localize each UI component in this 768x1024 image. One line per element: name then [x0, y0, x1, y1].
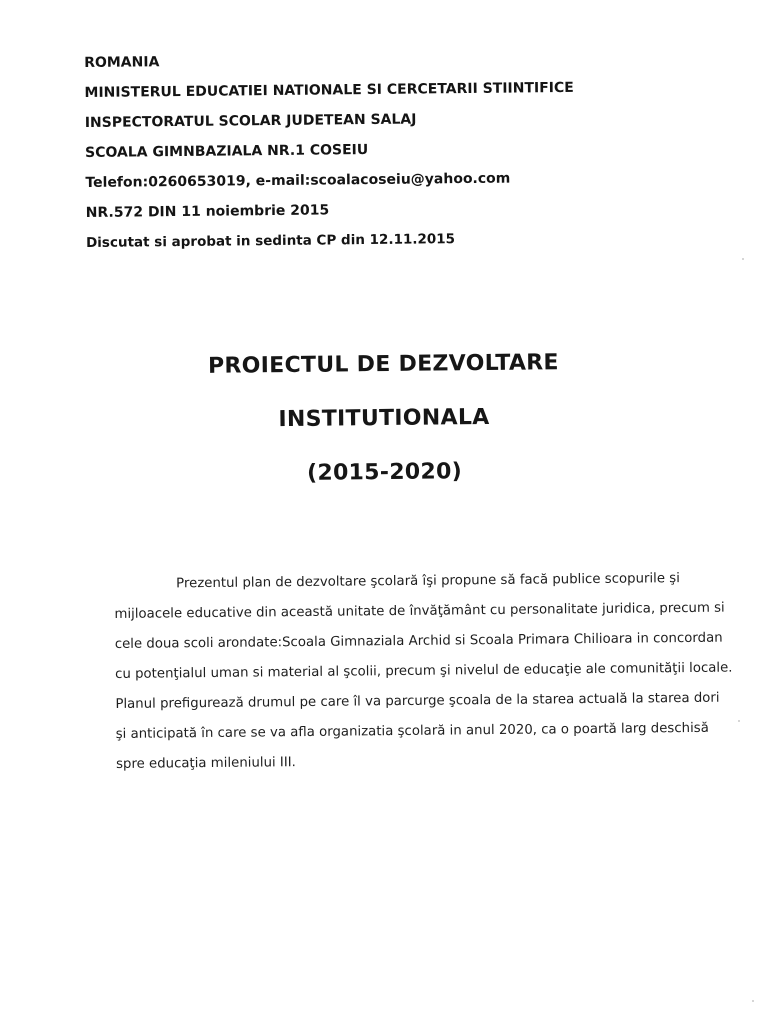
scan-speck [752, 1000, 754, 1002]
body-line: şi anticipată în care se va afla organizatia şcolară in anul 2020, ca o poartă larg deschisă [115, 720, 709, 742]
header-inspectorate: INSPECTORATUL SCOLAR JUDETEAN SALAJ [84, 111, 417, 131]
header-school: SCOALA GIMNBAZIALA NR.1 COSEIU [85, 142, 369, 161]
body-line: spre educaţia mileniului III. [115, 755, 296, 772]
scan-speck [742, 258, 744, 260]
title-line-3: (2015-2020) [306, 459, 463, 486]
document-header [84, 43, 576, 258]
body-line: cu potenţialul uman si material al şcolii, precum şi nivelul de educaţie ale comunităţii locale. [115, 660, 733, 682]
document-title [0, 334, 768, 504]
header-reg-number: NR.572 DIN 11 noiembrie 2015 [85, 202, 330, 221]
header-approval: Discutat si aprobat in sedinta CP din 12.11.2015 [85, 231, 456, 251]
title-line-2: INSTITUTIONALA [278, 404, 490, 433]
body-line: mijloacele educative din această unitate de învăţământ cu personalitate juridica, precum si [114, 600, 725, 622]
header-country: ROMANIA [84, 54, 160, 71]
header-contact: Telefon:0260653019, e-mail:scoalacoseiu@yahoo.com [85, 170, 511, 191]
scan-speck [738, 720, 740, 722]
header-ministry: MINISTERUL EDUCATIEI NATIONALE SI CERCETARII STIINTIFICE [84, 79, 574, 101]
body-line: cele doua scoli arondate:Scoala Gimnaziala Archid si Scoala Primara Chilioara in concordan [114, 630, 723, 652]
body-line: Prezentul plan de dezvoltare şcolară îşi propune să facă publice scopurile şi [176, 571, 680, 592]
title-line-1: PROIECTUL DE DEZVOLTARE [207, 350, 559, 379]
body-line: Planul prefigurează drumul pe care îl va parcurge şcoala de la starea actuală la starea dori [115, 690, 720, 712]
body-paragraph [114, 563, 768, 780]
